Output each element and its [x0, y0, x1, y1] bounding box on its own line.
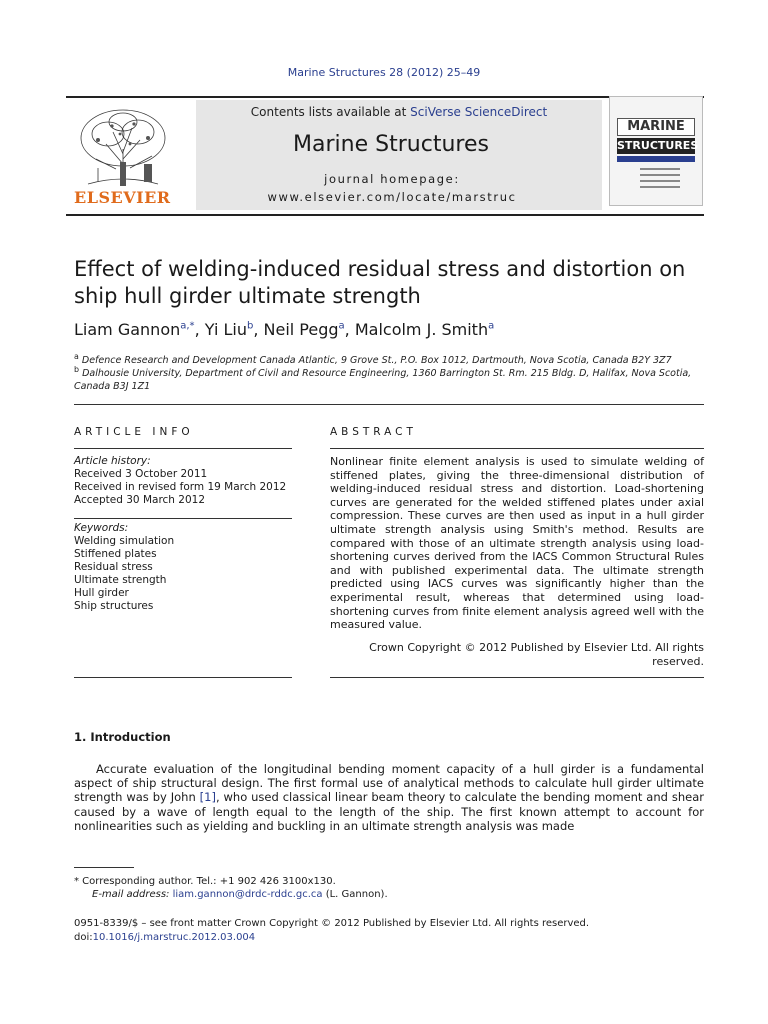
keywords-heading: Keywords:	[74, 522, 129, 534]
keyword: Ship structures	[74, 600, 154, 612]
affiliation-mark: a	[74, 352, 79, 361]
author-name[interactable]: Malcolm J. Smith	[354, 320, 489, 339]
elsevier-wordmark: ELSEVIER	[74, 188, 171, 207]
introduction-heading: 1. Introduction	[74, 730, 171, 744]
email-suffix: (L. Gannon).	[322, 889, 388, 900]
introduction-paragraph	[74, 762, 704, 833]
doi-prefix: doi:	[74, 932, 93, 943]
intro-text: , who used classical linear beam theory to calculate the bending moment and shear caused by a wave of length equal to the length of the ship. The first known attempt to account for nonlinearities such as yielding and buckling in an ultimate strength analysis was made	[74, 790, 704, 833]
affiliation-text: Defence Research and Development Canada Atlantic, 9 Grove St., P.O. Box 1012, Dartmouth, Nova Scotia, Canada B2Y 3Z7	[81, 355, 672, 367]
keyword: Hull girder	[74, 587, 129, 599]
doi-line	[74, 931, 589, 945]
article-history	[74, 455, 292, 507]
banner-bottom-rule	[66, 214, 704, 216]
contents-prefix: Contents lists available at	[250, 105, 411, 119]
abstract-copyright: Crown Copyright © 2012 Published by Elsevier Ltd. All rights reserved.	[369, 641, 704, 668]
issn-text: 0951-8339/$ – see front matter Crown Copyright © 2012 Published by Elsevier Ltd. All rights reserved.	[74, 918, 590, 929]
keyword: Ultimate strength	[74, 574, 167, 586]
history-entry: Accepted 30 March 2012	[74, 494, 206, 506]
email-label: E-mail address:	[92, 889, 170, 900]
author-affiliation-mark[interactable]: a,*	[180, 320, 195, 332]
paper-title: Effect of welding-induced residual stress and distortion on ship hull girder ultimate strength	[74, 257, 686, 308]
article-history-heading: Article history:	[74, 455, 151, 467]
issn-line	[74, 917, 589, 945]
author-name[interactable]: Neil Pegg	[263, 320, 339, 339]
journal-homepage[interactable]: journal homepage: www.elsevier.com/locate/marstruc	[267, 172, 517, 204]
author-affiliation-mark[interactable]: a	[338, 320, 345, 332]
author-list: Liam Gannon$^{a,*}$, Yi Liu$^b$, Neil Pegg$^a$, Malcolm J. Smith$^a$	[74, 320, 495, 339]
journal-name: Marine Structures	[293, 132, 489, 157]
cover-subtitle-bar	[617, 156, 695, 162]
info-divider	[74, 677, 292, 678]
sciencedirect-link[interactable]: SciVerse ScienceDirect	[410, 105, 548, 119]
keyword: Welding simulation	[74, 535, 175, 547]
info-divider	[74, 518, 292, 519]
section-divider	[74, 404, 704, 405]
history-entry: Received 3 October 2011	[74, 468, 208, 480]
journal-reference[interactable]: Marine Structures 28 (2012) 25–49	[287, 66, 481, 79]
history-entry: Received in revised form 19 March 2012	[74, 481, 287, 493]
contents-line	[196, 105, 602, 119]
email-note	[92, 888, 388, 901]
author-name[interactable]: Liam Gannon	[74, 320, 181, 339]
abstract-text: Nonlinear finite element analysis is used to simulate welding of stiffened plates, giving the three-dimensional distribution of welding-induced residual stress and distortion. Load-shortening curves are generated for the welded stiffened plates under axial compression. These curves are then used as input in a hull girder ultimate strength analysis using Smith's method. Results are compared with those of an ultimate strength analysis using load-shortening curves derived from the IACS Common Structural Rules and with published experimental data. The ultimate strength predicted using IACS curves was significantly higher than the experimental result, whereas that determined using load-shortening curves from finite element analysis agreed well with the measured value.	[330, 455, 704, 632]
abstract-heading: ABSTRACT	[330, 426, 417, 438]
keyword: Residual stress	[74, 561, 153, 573]
affiliation-text: Dalhousie University, Department of Civil and Resource Engineering, 1360 Barrington St. Rm. 215 Bldg. D, Halifax, Nova Scotia, Canada B3J 1Z1	[74, 368, 692, 393]
article-info-heading: ARTICLE INFO	[74, 426, 194, 438]
author-name[interactable]: Yi Liu	[204, 320, 247, 339]
cover-title-marine: MARINE	[617, 118, 695, 136]
abstract-divider	[330, 448, 704, 449]
footnote-rule	[74, 867, 134, 868]
doi-link[interactable]: 10.1016/j.marstruc.2012.03.004	[92, 932, 256, 943]
author-affiliation-mark[interactable]: a	[488, 320, 495, 332]
cover-editor-lines	[640, 168, 680, 194]
keywords	[74, 522, 292, 613]
affiliation-mark: b	[74, 365, 80, 374]
email-link[interactable]: liam.gannon@drdc-rddc.gc.ca	[172, 889, 323, 900]
author-affiliation-mark[interactable]: b	[246, 320, 254, 332]
intro-text: Accurate evaluation of the longitudinal bending moment capacity of a hull girder is a fundamental aspect of ship structural design. The first formal use of analytical methods to calculate hull girder ultimate strength was by John	[74, 762, 704, 805]
affiliation	[74, 363, 704, 393]
info-divider	[74, 448, 292, 449]
cover-title-structures: STRUCTURES	[617, 139, 699, 152]
abstract-divider	[330, 677, 704, 678]
corresponding-author-note: * Corresponding author. Tel.: +1 902 426 3100x130.	[74, 876, 336, 887]
keyword: Stiffened plates	[74, 548, 157, 560]
citation-link[interactable]: [1]	[199, 790, 216, 805]
